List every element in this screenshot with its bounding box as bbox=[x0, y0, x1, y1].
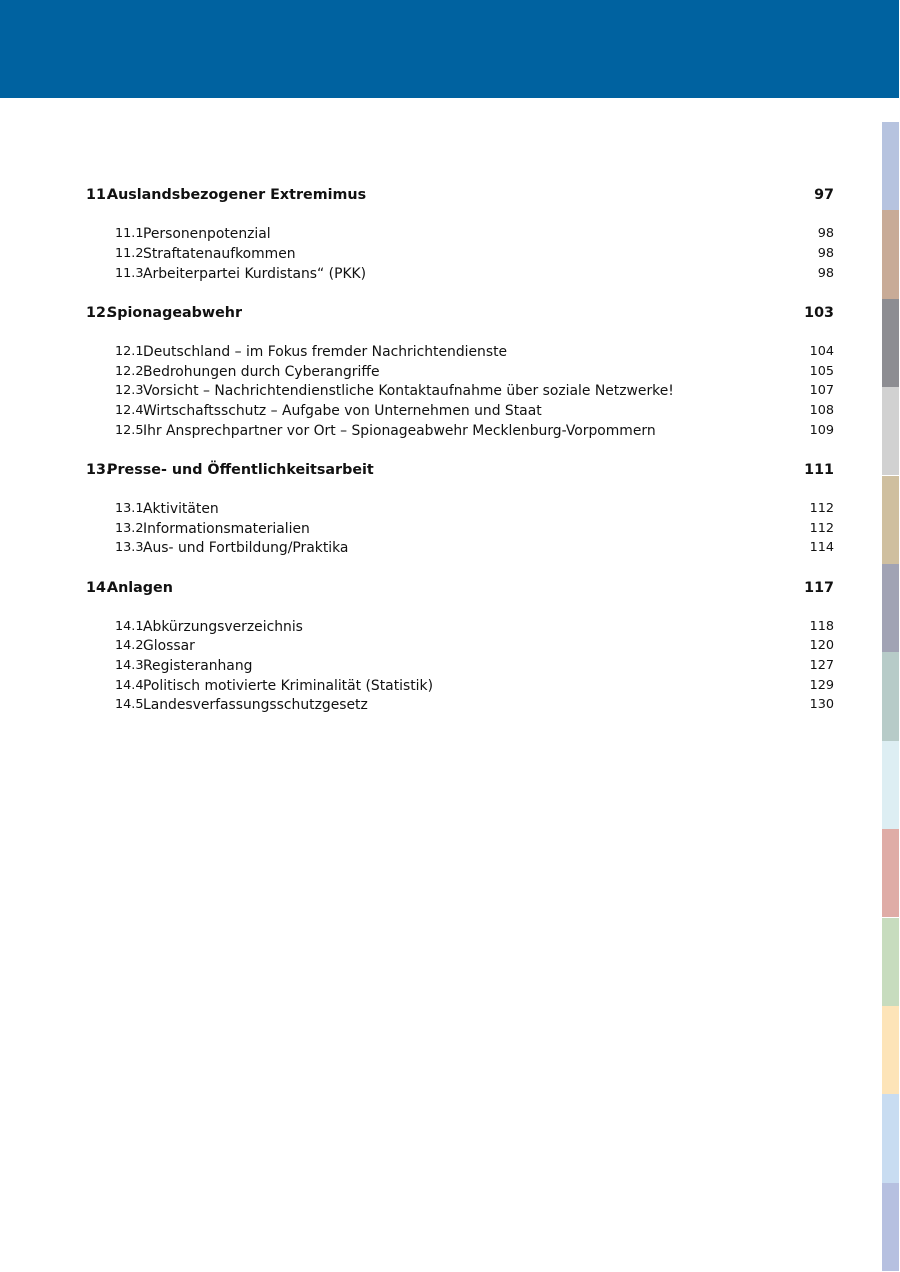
toc-chapter[interactable] bbox=[86, 460, 834, 480]
toc-number: 14.5 bbox=[115, 697, 144, 712]
toc-title: Bedrohungen durch Cyberangriffe bbox=[143, 364, 380, 380]
chapter-tab[interactable] bbox=[882, 652, 899, 740]
chapter-tab[interactable] bbox=[882, 564, 899, 652]
toc-number: 11. bbox=[86, 187, 112, 203]
toc-page-number: 114 bbox=[809, 540, 834, 555]
toc-section[interactable] bbox=[86, 538, 834, 558]
toc-number: 14.4 bbox=[115, 678, 144, 693]
toc-number: 13. bbox=[86, 462, 112, 478]
toc-page-number: 130 bbox=[809, 697, 834, 712]
toc-page-number: 105 bbox=[809, 364, 834, 379]
chapter-tab[interactable] bbox=[882, 387, 899, 475]
toc-page-number: 118 bbox=[809, 619, 834, 634]
toc-title: Registeranhang bbox=[143, 658, 253, 674]
toc-title: Informationsmaterialien bbox=[143, 521, 310, 537]
chapter-tab-strip bbox=[882, 122, 899, 1271]
toc-page-number: 109 bbox=[809, 423, 834, 438]
toc-page-number: 98 bbox=[817, 226, 834, 241]
toc-page-number: 112 bbox=[809, 501, 834, 516]
toc-section[interactable] bbox=[86, 244, 834, 264]
toc-section[interactable] bbox=[86, 617, 834, 637]
chapter-tab[interactable] bbox=[882, 918, 899, 1006]
toc-page-number: 129 bbox=[809, 678, 834, 693]
toc-section[interactable] bbox=[86, 656, 834, 676]
chapter-tab[interactable] bbox=[882, 1183, 899, 1271]
header-band bbox=[0, 0, 899, 98]
toc-page-number: 103 bbox=[804, 305, 834, 321]
toc-title: Presse- und Öffentlichkeitsarbeit bbox=[107, 462, 374, 478]
toc-title: Auslandsbezogener Extremimus bbox=[107, 187, 367, 203]
toc-page-number: 104 bbox=[809, 344, 834, 359]
toc-page-number: 108 bbox=[809, 403, 834, 418]
toc-section[interactable] bbox=[86, 381, 834, 401]
toc-number: 12. bbox=[86, 305, 112, 321]
toc-title: Vorsicht – Nachrichtendienstliche Kontaktaufnahme über soziale Netzwerke! bbox=[143, 383, 674, 399]
toc-number: 14.1 bbox=[115, 619, 144, 634]
toc-page-number: 120 bbox=[809, 638, 834, 653]
chapter-tab[interactable] bbox=[882, 741, 899, 829]
toc-page-number: 112 bbox=[809, 521, 834, 536]
toc-number: 11.2 bbox=[115, 246, 144, 261]
toc-title: Arbeiterpartei Kurdistans“ (PKK) bbox=[143, 266, 367, 282]
toc-title: Abkürzungsverzeichnis bbox=[143, 619, 303, 635]
chapter-tab[interactable] bbox=[882, 210, 899, 298]
chapter-tab[interactable] bbox=[882, 1094, 899, 1182]
toc-section[interactable] bbox=[86, 636, 834, 656]
chapter-tab[interactable] bbox=[882, 829, 899, 917]
toc-chapter[interactable] bbox=[86, 578, 834, 598]
toc-section[interactable] bbox=[86, 224, 834, 244]
toc-title: Straftatenaufkommen bbox=[143, 246, 296, 262]
toc-number: 12.5 bbox=[115, 423, 144, 438]
toc-number: 12.2 bbox=[115, 364, 144, 379]
toc-number: 13.3 bbox=[115, 540, 144, 555]
toc-number: 12.4 bbox=[115, 403, 144, 418]
toc-title: Anlagen bbox=[107, 580, 173, 596]
toc-number: 11.3 bbox=[115, 266, 144, 281]
toc-section[interactable] bbox=[86, 499, 834, 519]
toc-title: Aktivitäten bbox=[143, 501, 219, 517]
toc-page-number: 98 bbox=[817, 246, 834, 261]
toc-title: Spionageabwehr bbox=[107, 305, 243, 321]
toc-title: Ihr Ansprechpartner vor Ort – Spionageabwehr Mecklenburg-Vorpommern bbox=[143, 423, 656, 439]
toc-section[interactable] bbox=[86, 264, 834, 284]
toc-section[interactable] bbox=[86, 342, 834, 362]
toc-number: 13.2 bbox=[115, 521, 144, 536]
toc-title: Wirtschaftsschutz – Aufgabe von Unternehmen und Staat bbox=[143, 403, 542, 419]
toc-number: 11.1 bbox=[115, 226, 144, 241]
chapter-tab[interactable] bbox=[882, 476, 899, 564]
toc-title: Personenpotenzial bbox=[143, 226, 271, 242]
toc-section[interactable] bbox=[86, 401, 834, 421]
toc-section[interactable] bbox=[86, 676, 834, 696]
toc-number: 12.3 bbox=[115, 383, 144, 398]
toc-number: 14. bbox=[86, 580, 112, 596]
toc-page-number: 97 bbox=[814, 187, 834, 203]
toc-chapter[interactable] bbox=[86, 303, 834, 323]
toc-page-number: 117 bbox=[804, 580, 834, 596]
chapter-tab[interactable] bbox=[882, 122, 899, 210]
toc-chapter[interactable] bbox=[86, 185, 834, 205]
toc-section[interactable] bbox=[86, 519, 834, 539]
toc-title: Glossar bbox=[143, 638, 195, 654]
toc-number: 13.1 bbox=[115, 501, 144, 516]
toc-section[interactable] bbox=[86, 695, 834, 715]
toc-number: 14.3 bbox=[115, 658, 144, 673]
toc-page-number: 111 bbox=[804, 462, 834, 478]
toc-title: Deutschland – im Fokus fremder Nachrichtendienste bbox=[143, 344, 508, 360]
toc-page-number: 98 bbox=[817, 266, 834, 281]
toc-number: 14.2 bbox=[115, 638, 144, 653]
toc-page-number: 107 bbox=[809, 383, 834, 398]
chapter-tab[interactable] bbox=[882, 1006, 899, 1094]
toc-section[interactable] bbox=[86, 421, 834, 441]
toc-title: Politisch motivierte Kriminalität (Statistik) bbox=[143, 678, 434, 694]
toc-number: 12.1 bbox=[115, 344, 144, 359]
toc-title: Landesverfassungsschutzgesetz bbox=[143, 697, 368, 713]
toc-section[interactable] bbox=[86, 362, 834, 382]
chapter-tab[interactable] bbox=[882, 299, 899, 387]
toc-title: Aus- und Fortbildung/Praktika bbox=[143, 540, 349, 556]
toc-page-number: 127 bbox=[809, 658, 834, 673]
